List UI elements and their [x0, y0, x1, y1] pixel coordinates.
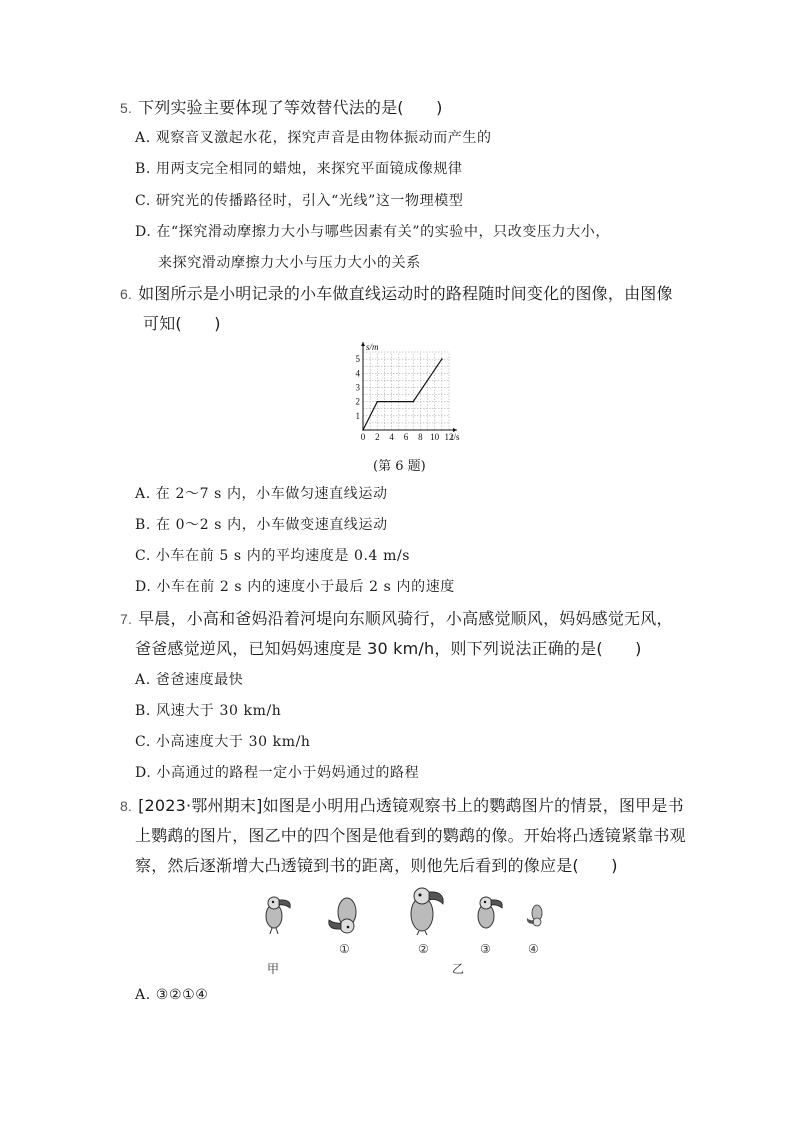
q7-stem-line-2: 爸爸感觉逆风，已知妈妈速度是 30 km/h，则下列说法正确的是( ) [135, 639, 642, 658]
q7-number: 7. [120, 611, 133, 627]
q6-option-c: C. 小车在前 5 s 内的平均速度是 0.4 m/s [135, 548, 411, 564]
q5-option-d-cont: 来探究滑动摩擦力大小与压力大小的关系 [158, 255, 421, 271]
q5-option-d: D. 在“探究滑动摩擦力大小与哪些因素有关”的实验中，只改变压力大小， [135, 224, 610, 240]
q5-option-b: B. 用两支完全相同的蜡烛，来探究平面镜成像规律 [135, 161, 463, 177]
q5-stem-line [120, 98, 443, 118]
q7-stem-1: 早晨，小高和爸妈沿着河堤向东顺风骑行，小高感觉顺风，妈妈感觉无风， [138, 609, 673, 628]
chart-y-axis-label: s/m [366, 342, 379, 352]
q7-option-a: A. 爸爸速度最快 [135, 672, 244, 688]
chart-axes [361, 342, 457, 432]
distance-time-chart [345, 342, 465, 442]
q8-stem-line-1 [120, 796, 684, 816]
parrot-image-4 [525, 900, 547, 928]
parrot-image-3 [472, 892, 508, 936]
x-tick-label: 10 [430, 432, 440, 442]
x-tick-label: 6 [403, 432, 409, 442]
chart-x-axis-label: t/s [451, 432, 460, 442]
q6-number: 6. [120, 286, 133, 302]
q6-figure-caption: (第 6 题) [373, 459, 426, 474]
q6-stem-1: 如图所示是小明记录的小车做直线运动时的路程随时间变化的图像，由图像 [138, 284, 673, 303]
y-tick-label: 4 [355, 368, 360, 379]
q6-option-b: B. 在 0～2 s 内，小车做变速直线运动 [135, 517, 388, 533]
q7-stem-line-1 [120, 609, 673, 629]
x-tick-label: 2 [375, 432, 380, 442]
q6-stem-line-2: 可知( ) [143, 314, 221, 333]
x-tick-label: 12 [444, 432, 454, 442]
parrot-figure-jia [260, 892, 296, 936]
q6-option-d: D. 小车在前 2 s 内的速度小于最后 2 s 内的速度 [135, 579, 455, 595]
q8-stem-line-3: 察，然后逐渐增大凸透镜到书的距离，则他先后看到的像应是( ) [135, 856, 618, 875]
x-tick-label: 0 [360, 432, 366, 442]
y-tick-label: 2 [355, 396, 360, 407]
q6-stem-line-1 [120, 284, 673, 304]
q7-option-c: C. 小高速度大于 30 km/h [135, 734, 311, 750]
q8-option-a: A. ③②①④ [135, 987, 209, 1003]
q5-number: 5. [120, 100, 133, 116]
x-tick-label: 8 [418, 432, 423, 442]
image-label-1: ① [339, 942, 350, 956]
q8-number: 8. [120, 798, 133, 814]
chart-grid [363, 352, 449, 430]
y-tick-label: 1 [355, 410, 360, 421]
figure-label-jia: 甲 [267, 962, 280, 976]
image-label-4: ④ [528, 942, 539, 956]
q7-option-b: B. 风速大于 30 km/h [135, 703, 282, 719]
image-label-2: ② [418, 942, 429, 956]
parrot-image-1 [325, 890, 365, 936]
y-tick-label: 3 [355, 382, 360, 393]
q5-option-c: C. 研究光的传播路径时，引入“光线”这一物理模型 [135, 193, 464, 209]
q8-stem-1: [2023·鄂州期末]如图是小明用凸透镜观察书上的鹦鹉图片的情景，图甲是书 [138, 796, 684, 815]
figure-label-yi: 乙 [452, 962, 465, 976]
x-tick-label: 4 [389, 432, 394, 442]
image-label-3: ③ [480, 942, 491, 956]
y-tick-label: 5 [355, 354, 360, 365]
q8-stem-line-2: 上鹦鹉的图片，图乙中的四个图是他看到的鹦鹉的像。开始将凸透镜紧靠书观 [135, 826, 686, 845]
y-axis-arrow [361, 342, 365, 346]
q6-option-a: A. 在 2～7 s 内，小车做匀速直线运动 [135, 486, 388, 502]
q7-option-d: D. 小高通过的路程一定小于妈妈通过的路程 [135, 765, 420, 781]
parrot-image-2 [404, 884, 446, 936]
q5-stem: 下列实验主要体现了等效替代法的是( ) [138, 98, 443, 117]
q5-option-a: A. 观察音叉激起水花，探究声音是由物体振动而产生的 [135, 130, 492, 146]
